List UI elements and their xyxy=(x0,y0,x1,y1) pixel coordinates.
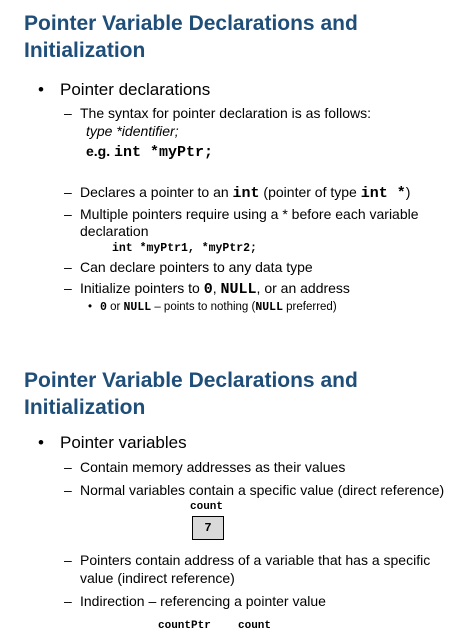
declares-type: int * xyxy=(360,185,406,202)
syntax-form: type *identifier; xyxy=(86,123,179,139)
example-prefix: e.g. xyxy=(86,143,111,159)
dash-glyph: – xyxy=(64,184,72,200)
item-pointers-line-2: value (indirect reference) xyxy=(80,570,235,586)
bullet-pointer-declarations: Pointer declarations xyxy=(60,80,211,99)
count-value-box: 7 xyxy=(192,516,224,540)
sub-null-line xyxy=(100,300,337,315)
example-line xyxy=(86,142,213,162)
dash-glyph: – xyxy=(64,552,72,568)
sub-zero: 0 xyxy=(100,301,107,314)
dash-glyph: – xyxy=(64,259,72,275)
bullet-glyph: • xyxy=(38,80,44,99)
sub-null-2: NULL xyxy=(255,301,283,314)
init-line xyxy=(80,279,350,299)
any-type-line: Can declare pointers to any data type xyxy=(80,259,313,275)
countptr-label: countPtr xyxy=(158,620,211,632)
dash-glyph: – xyxy=(64,280,72,296)
bottom-count-label: count xyxy=(238,620,272,632)
slide-2-title: Pointer Variable Declarations and Initialization xyxy=(24,369,358,419)
multiple-line-1: Multiple pointers require using a * before each variable xyxy=(80,206,419,222)
dash-glyph: – xyxy=(64,459,72,475)
init-text-a: Initialize pointers to xyxy=(80,280,204,296)
sub-end: preferred) xyxy=(282,301,337,313)
init-zero: 0 xyxy=(203,281,213,298)
item-memory-addresses: Contain memory addresses as their values xyxy=(80,459,346,475)
count-label: count xyxy=(190,501,224,513)
slide-1-title: Pointer Variable Declarations and Initialization xyxy=(24,12,358,62)
dash-glyph: – xyxy=(64,206,72,222)
init-comma: , xyxy=(212,280,221,296)
multiple-line-2: declaration xyxy=(80,223,149,239)
example-code: int *myPtr; xyxy=(114,144,214,161)
declares-line xyxy=(80,183,410,203)
dash-glyph: – xyxy=(64,482,72,498)
dash-glyph: – xyxy=(64,105,72,121)
init-null: NULL xyxy=(220,281,257,298)
declares-int: int xyxy=(232,185,260,202)
item-pointers-line-1: Pointers contain address of a variable that has a specific xyxy=(80,552,431,568)
bullet-glyph: • xyxy=(38,433,44,452)
syntax-line: The syntax for pointer declaration is as follows: xyxy=(80,105,372,121)
init-text-end: , or an address xyxy=(256,280,350,296)
sub-or: or xyxy=(106,301,124,313)
declares-text-a: Declares a pointer to an xyxy=(80,184,233,200)
item-normal-variables: Normal variables contain a specific value (direct reference) xyxy=(80,482,445,498)
declares-text-end: ) xyxy=(405,184,411,200)
bullet-pointer-variables: Pointer variables xyxy=(60,433,187,452)
declares-text-mid: (pointer of type xyxy=(259,184,361,200)
item-indirection: Indirection – referencing a pointer value xyxy=(80,593,326,609)
sub-null: NULL xyxy=(123,301,152,314)
multiple-code: int *myPtr1, *myPtr2; xyxy=(112,242,257,255)
slide-2 xyxy=(0,340,474,632)
sub-mid: – points to nothing ( xyxy=(151,301,256,313)
bullet-glyph: • xyxy=(88,301,93,313)
dash-glyph: – xyxy=(64,593,72,609)
